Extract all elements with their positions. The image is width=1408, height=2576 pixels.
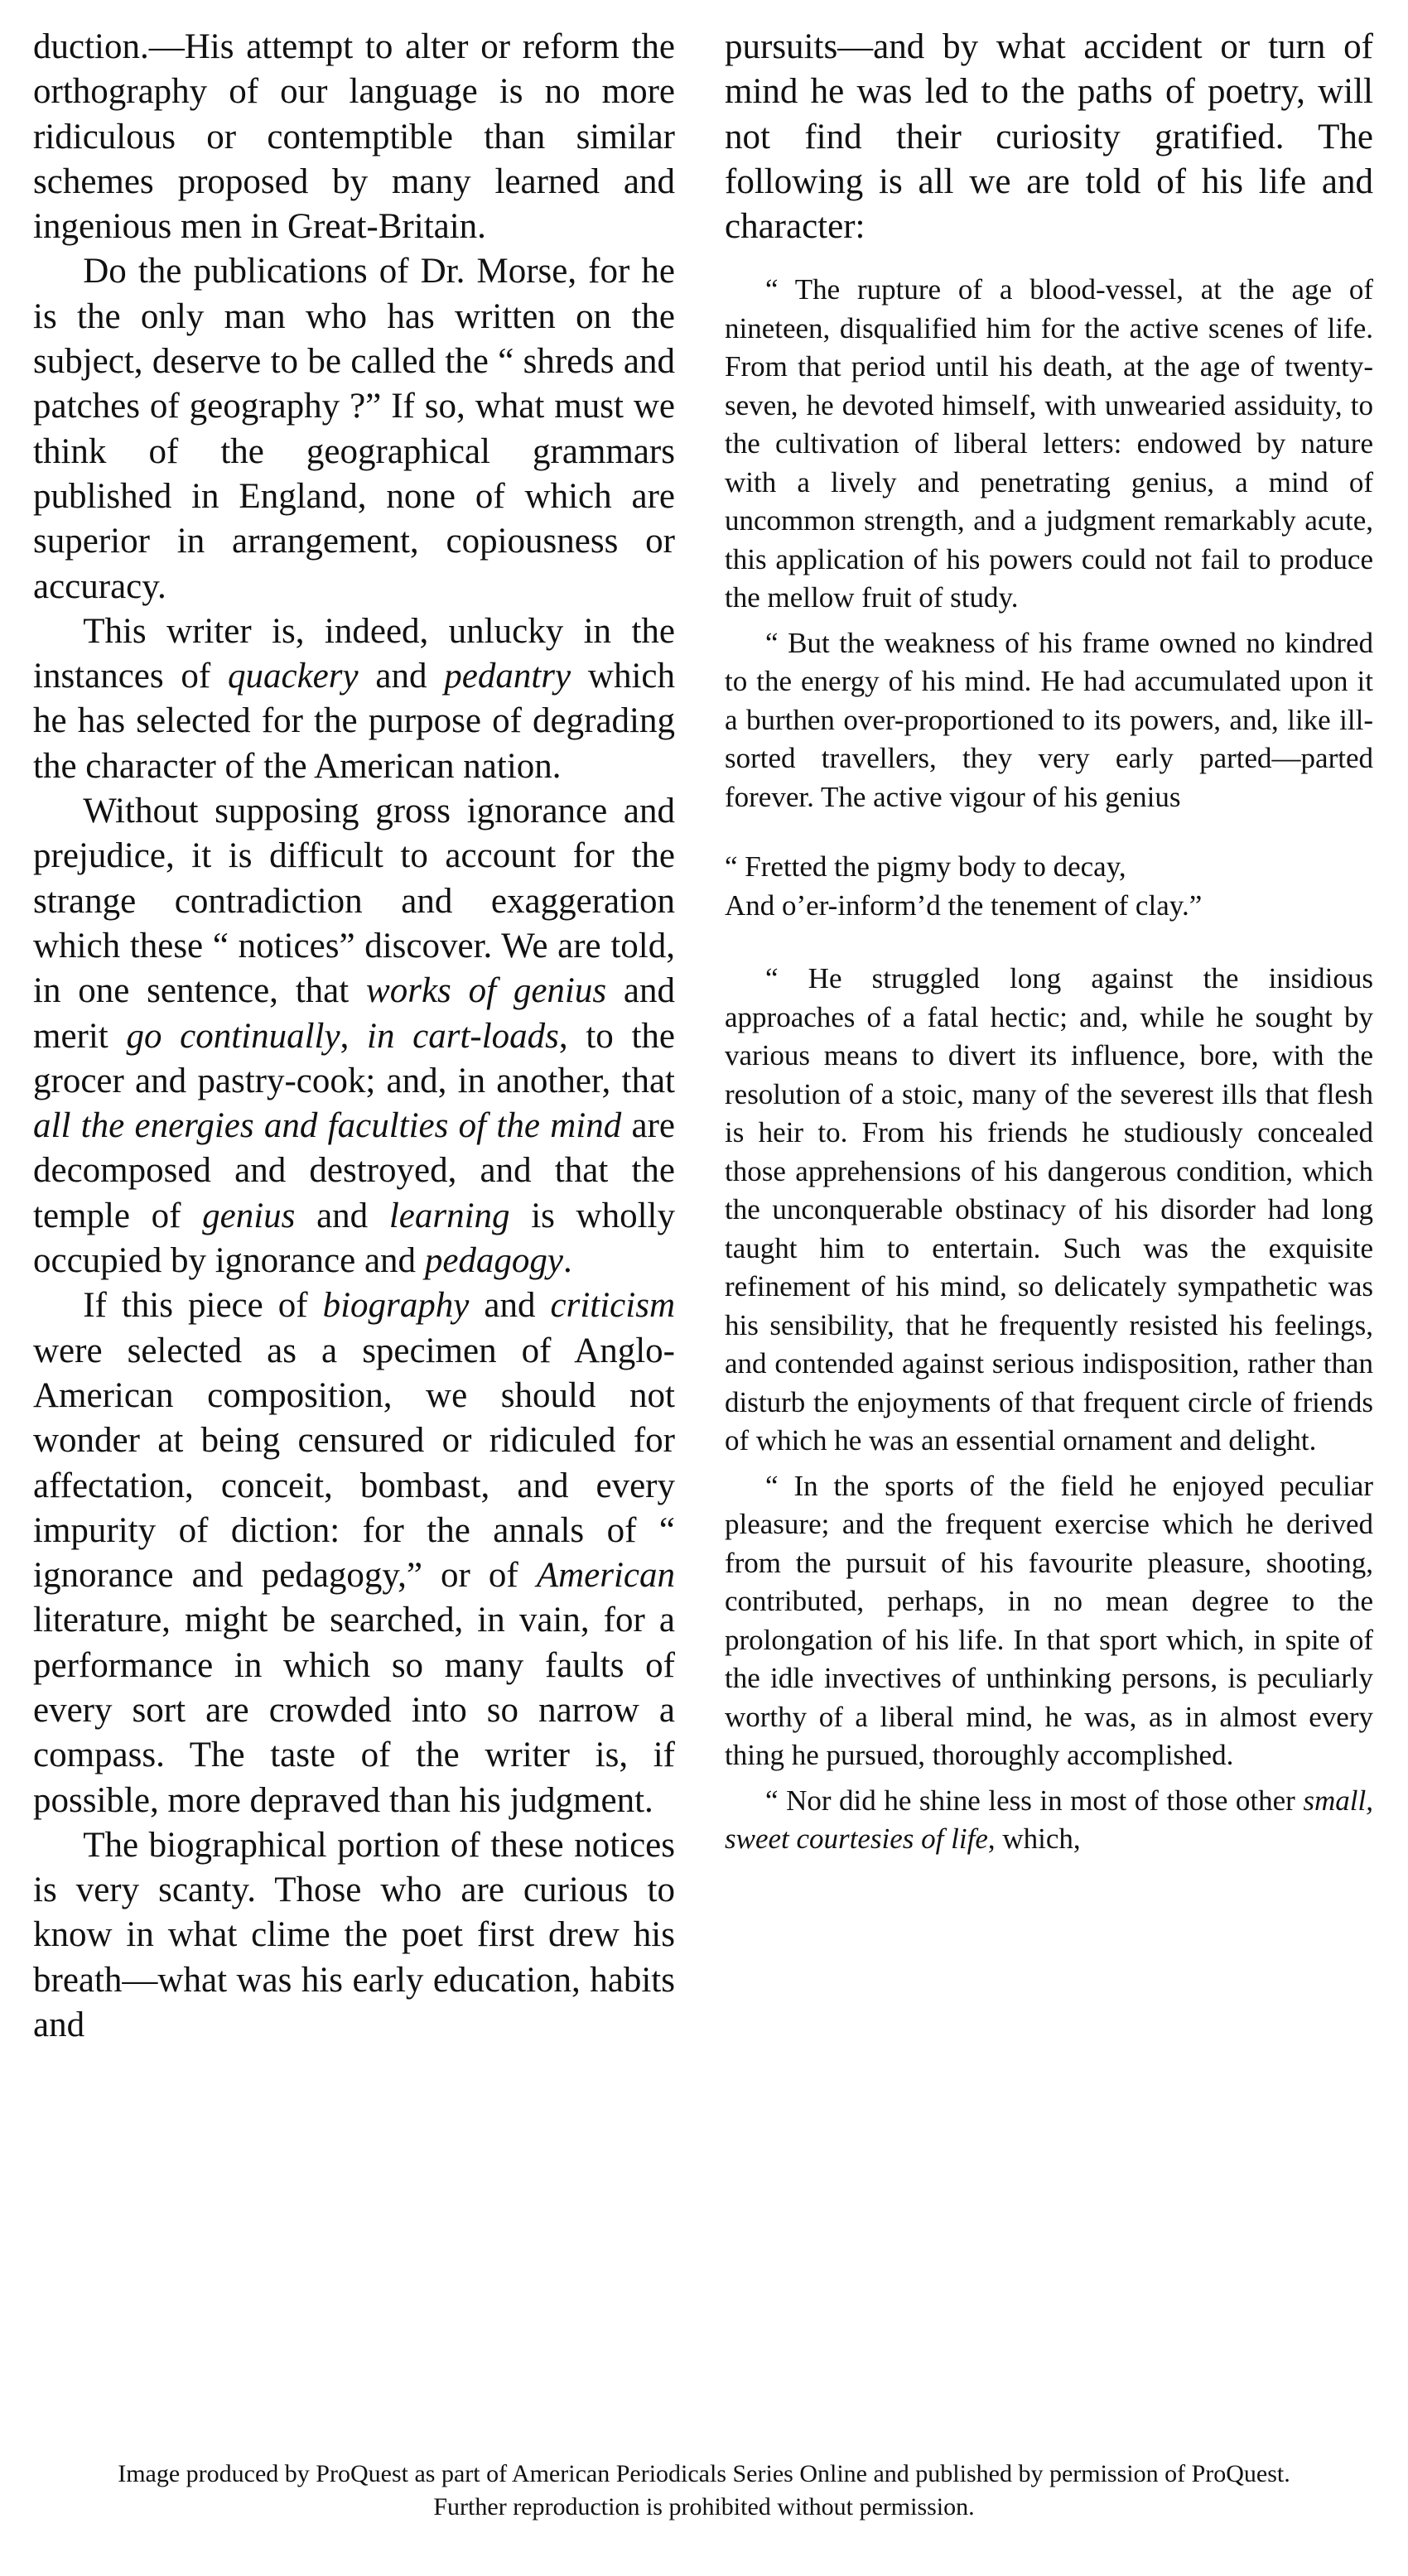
italic-text: American [536, 1556, 675, 1596]
italic-text: quackery [228, 657, 359, 696]
quoted-paragraph: “ The rupture of a blood-vessel, at the age of nineteen, disqualified him for the active scenes of life. From that period until his death, at the age of twenty-seven, he devoted himself, with unwearied assiduity, to the cultivation of liberal letters: endowed by nature with a lively and penetrating genius, a mind of uncommon strength, and a judgment remarkably acute, this application of his powers could not fail to produce the mellow fruit of study. [725, 273, 1373, 614]
paragraph: pursuits—and by what accident or turn of mind he was led to the paths of poetry, will not find their curiosity gratified. The following is all we are told of his life and character: [725, 27, 1373, 247]
quoted-paragraph: “ But the weakness of his frame owned no kindred to the energy of his mind. He had accumulated upon it a burthen over-proportioned to its powers, and, like ill-sorted travellers, they very early parted—parted forever. The active vigour of his genius [725, 626, 1373, 813]
quoted-paragraph [725, 1782, 1373, 1859]
text-run: . [562, 1241, 572, 1281]
verse-line: And o’er-inform’d the tenement of clay.” [725, 888, 1203, 922]
copyright-footer [0, 2458, 1408, 2524]
italic-text: in cart-loads [367, 1016, 559, 1056]
italic-text: pedagogy [424, 1241, 563, 1281]
italic-text: biography [322, 1286, 470, 1326]
text-run: , to the grocer and pastry-cook; and, in another, that [33, 1016, 676, 1100]
text-run: and [358, 657, 445, 696]
paragraph: The biographical portion of these notices is very scanty. Those who are curious to know in what clime the poet first drew his breath—what was his early education, habits and [33, 1825, 675, 2045]
text-run: is wholly occupied by ignorance and [33, 1196, 675, 1281]
quoted-paragraph: “ In the sports of the field he enjoyed peculiar pleasure; and the frequent exercise which he derived from the pursuit of his favourite pleasure, shooting, contributed, perhaps, in no mean degree to the prolongation of his life. In that sport which, in spite of the idle invectives of unthinking persons, is peculiarly worthy of a liberal mind, he was, as in almost every thing he pursued, thoroughly accomplished. [725, 1469, 1373, 1772]
italic-text: small, sweet courtesies of life [725, 1784, 1373, 1856]
text-run: and merit [33, 971, 676, 1056]
text-run: Without supposing gross ignorance and prejudice, it is difficult to account for the strange contradiction and exaggeration which these “ notices” discover. We are told, in one sentence, that [33, 792, 675, 1011]
text-run: and [469, 1286, 551, 1326]
italic-text: all the energies and faculties of the mind [33, 1106, 622, 1146]
left-column [33, 25, 675, 2048]
paragraph [33, 789, 675, 1283]
paragraph [33, 1283, 675, 1823]
verse-line: “ Fretted the pigmy body to decay, [725, 850, 1126, 884]
text-run: literature, might be searched, in vain, for a performance in which so many faults of every sort are crowded into so narrow a compass. The taste of the writer is, if possible, more depraved than his judgment. [33, 1601, 675, 1820]
text-run: , which, [987, 1822, 1081, 1856]
text-run: If this piece of [83, 1286, 323, 1326]
text-run: and [295, 1196, 389, 1235]
text-run: , [340, 1016, 368, 1056]
text-run: “ Nor did he shine less in most of those other [765, 1784, 1304, 1817]
italic-text: pedantry [444, 657, 571, 696]
paragraph: Do the publications of Dr. Morse, for he is the only man who has written on the subject, deserve to be called the “ shreds and patches of geography ?” If so, what must we think of the geographical grammars published in England, none of which are superior in arrangement, copiousness or accuracy. [33, 252, 675, 606]
italic-text: criticism [550, 1286, 675, 1326]
text-run: which he has selected for the purpose of degrading the character of the American nation. [33, 657, 675, 786]
italic-text: works of genius [366, 971, 607, 1011]
italic-text: learning [388, 1196, 510, 1235]
text-run: are decomposed and destroyed, and that the temple of [33, 1106, 675, 1235]
text-run: This writer is, indeed, unlucky in the instances of [33, 611, 675, 696]
footer-line: Image produced by ProQuest as part of American Periodicals Series Online and published by permission of ProQuest. [118, 2460, 1290, 2487]
italic-text: go continually [126, 1016, 340, 1056]
right-column [725, 25, 1373, 1859]
text-run: were selected as a specimen of Anglo-American composition, we should not wonder at being censured or ridiculed for affectation, conceit, bombast, and every impurity of diction: for the annals of “ ignorance and pedagogy,” or of [33, 1331, 675, 1596]
italic-text: genius [202, 1196, 296, 1235]
quoted-paragraph: “ He struggled long against the insidious approaches of a fatal hectic; and, while he sought by various means to divert its influence, bore, with the resolution of a stoic, many of the severest ills that flesh is heir to. From his friends he studiously concealed those apprehensions of his dangerous condition, which the unconquerable obstinacy of his disorder had long taught him to entertain. Such was the exquisite refinement of his mind, so delicately sympathetic was his sensibility, that he frequently resisted his feelings, and contended against serious indisposition, rather than disturb the enjoyments of that frequent circle of friends of which he was an essential ornament and delight. [725, 962, 1373, 1457]
footer-line: Further reproduction is prohibited without permission. [433, 2493, 975, 2521]
paragraph: duction.—His attempt to alter or reform the orthography of our language is no more ridiculous or contemptible than similar schemes proposed by many learned and ingenious men in Great-Britain. [33, 27, 675, 247]
verse-quote [725, 848, 1373, 925]
paragraph [33, 609, 675, 789]
